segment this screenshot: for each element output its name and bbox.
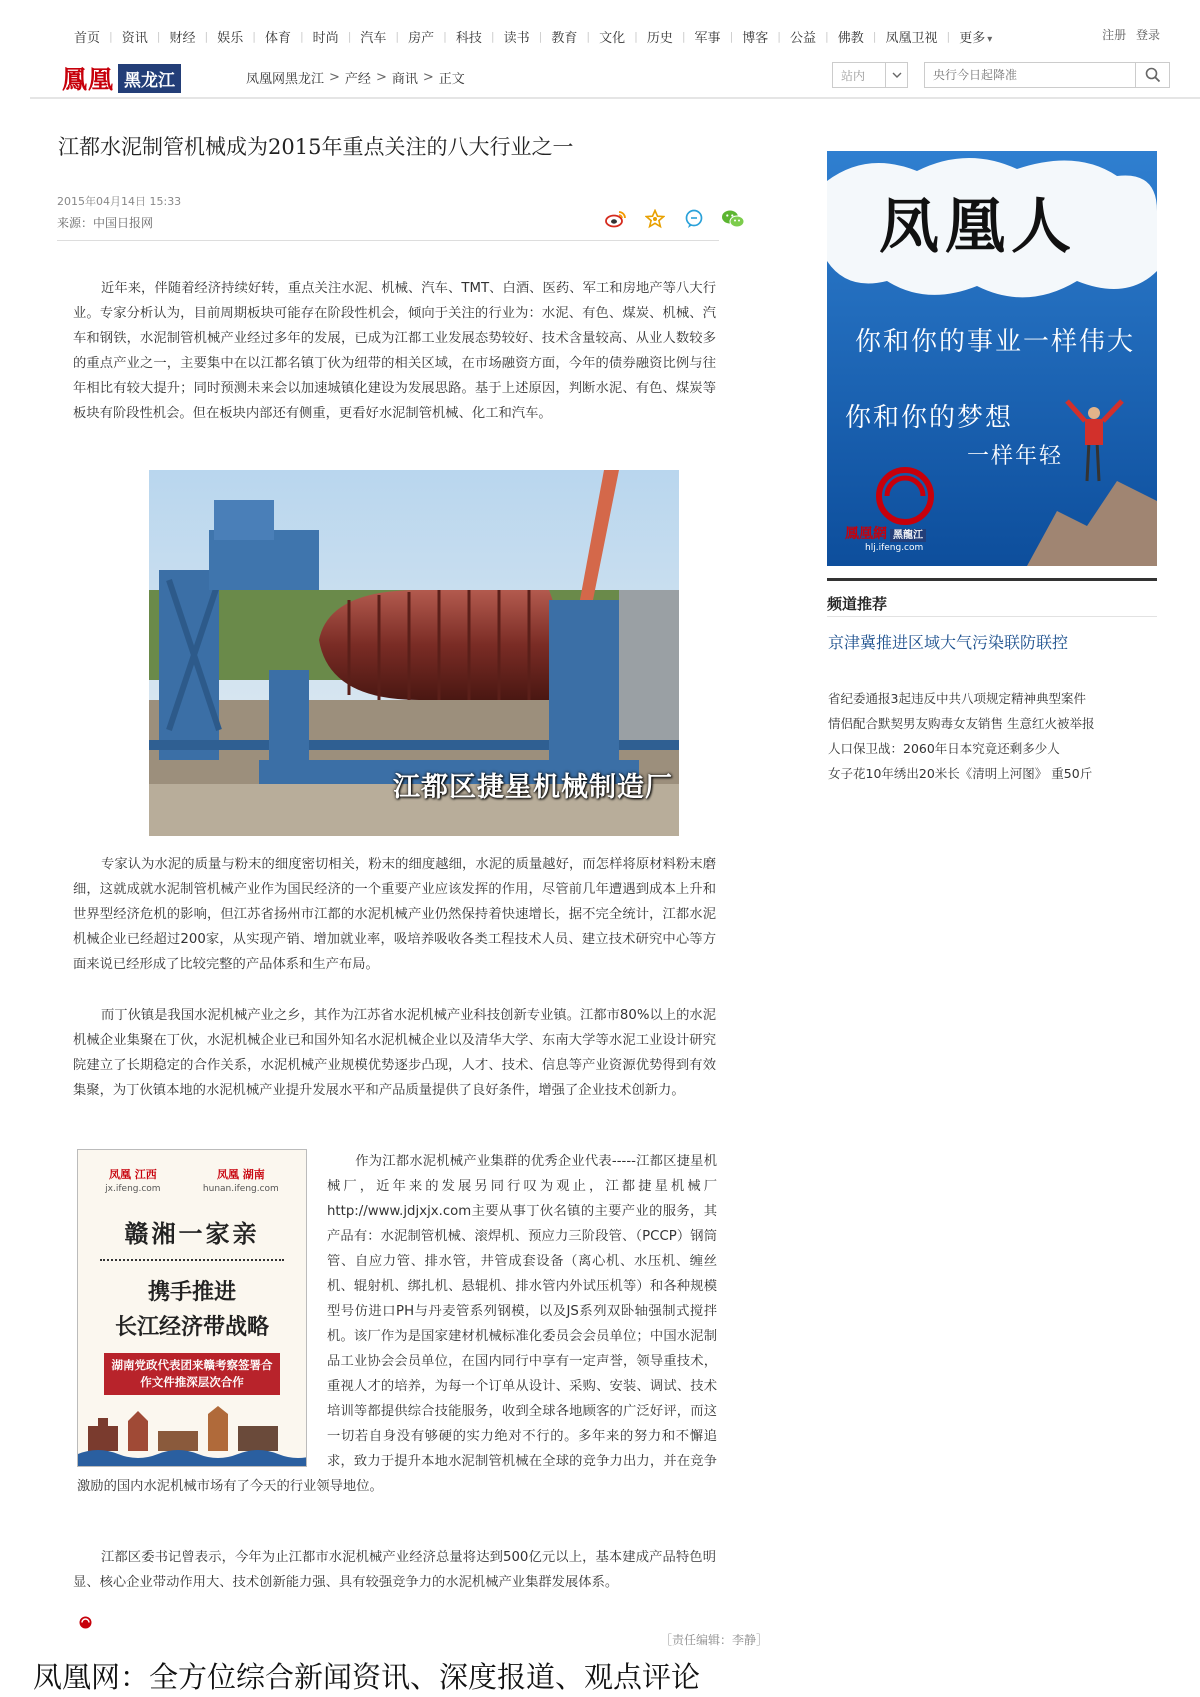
nav-item[interactable]: 佛教	[837, 30, 864, 46]
nav-item[interactable]: 首页	[74, 30, 101, 46]
nav-separator: |	[586, 29, 591, 43]
header-divider	[30, 97, 1200, 99]
ad-url: hlj.ifeng.com	[865, 543, 924, 553]
article-title: 江都水泥制管机械成为2015年重点关注的八大行业之一	[58, 135, 574, 159]
recommend-list	[828, 686, 1094, 786]
breadcrumb-home[interactable]: 凤凰网黑龙江	[246, 72, 325, 87]
nav-separator: |	[538, 29, 543, 43]
nav-separator: |	[443, 29, 447, 43]
breadcrumb-industry[interactable]: 产经	[344, 72, 371, 87]
nav-separator: |	[777, 29, 782, 43]
breadcrumb-business-news[interactable]: 商讯	[391, 72, 418, 87]
star-favorite-icon[interactable]	[643, 208, 667, 230]
site-logo[interactable]	[62, 60, 181, 96]
breadcrumb	[246, 68, 465, 87]
article-paragraph: 作为江都水泥机械产业集群的优秀企业代表-----江都区捷星机械厂，近年来的发展另同行叹为观止，江都捷星机械厂http://www.jdjxjx.com主要从事丁伙名镇的主要产业的服务，其产品有：水泥制管机械、滚焊机、预应力三阶段管、（PCCP）钢筒管、自应力管、排水管，井管成套设备（离心机、水压机、缠丝机、辊射机、绑扎机、悬辊机、排水管内外试压机等）和各种规模型号仿进口PH与丹麦管系列钢模，以及JS系列双卧轴强制式搅拌机。该厂作为是国家建材机械标准化委员会会员单位；中国水泥制品工业协会会员单位，在国内同行中享有一定声誉，领导重技术，重视人才的培养，为每一个订单从设计、采购、安装、调试、技术培训等都提供综合技能服务，收到全球各地顾客的广泛好评，而这一切若自身没有够硬的实力绝对不行的。多年来的努力和不懈追求，致力于提升本地水泥制管机械在全球的竞争力出力，并在竞争激励的国内水泥机械市场有了今天的行业领导地位。	[77, 1154, 717, 1494]
article-block-with-ad	[77, 1149, 717, 1499]
nav-separator: |	[946, 29, 951, 43]
nav-item[interactable]: 更多 ▾	[950, 27, 1001, 46]
ad-site-jiangxi: 凤凰 江西 jx.ifeng.com	[105, 1168, 161, 1194]
nav-items	[72, 27, 1001, 46]
ad-line-2: 你和你的梦想	[845, 403, 1014, 433]
search-scope-select[interactable]	[832, 62, 908, 88]
nav-item[interactable]: 房产	[408, 30, 435, 46]
ad-slogan: 赣湘一家亲	[124, 1219, 260, 1248]
top-navigation	[72, 26, 1160, 46]
ad-site-hunan: 凤凰 湖南 hunan.ifeng.com	[202, 1168, 279, 1194]
nav-separator: |	[347, 29, 352, 43]
footer-slogan: 凤凰网：全方位综合新闻资讯、深度报道、观点评论	[33, 1660, 701, 1694]
search-scope-value: 站内	[841, 68, 866, 83]
nav-item[interactable]: 汽车	[360, 30, 387, 46]
logo-name: 鳳凰	[62, 65, 115, 94]
header-row	[62, 58, 1160, 94]
ad-line-1: 你和你的事业一样伟大	[855, 327, 1136, 357]
responsible-editor: ［责任编辑：李静］	[660, 1633, 769, 1647]
article-header-divider	[57, 240, 719, 241]
nav-item[interactable]: 军事	[694, 30, 721, 46]
article-date: 2015年04月14日 15:33	[57, 195, 182, 208]
nav-item[interactable]: 科技	[455, 30, 482, 46]
breadcrumb-separator: >	[375, 70, 387, 85]
nav-separator: |	[825, 29, 829, 43]
channel-recommend-heading: 频道推荐	[827, 578, 1157, 614]
recommend-divider	[827, 616, 1157, 617]
register-link[interactable]: 注册	[1102, 28, 1127, 42]
article-source: 来源：中国日报网	[57, 216, 154, 230]
search-box	[924, 62, 1170, 88]
nav-item[interactable]: 凤凰卫视	[885, 30, 938, 46]
logo-region: 黑龙江	[118, 64, 181, 93]
recommend-item[interactable]: 省纪委通报3起违反中共八项规定精神典型案件	[828, 691, 1086, 706]
ad-title-line2: 长江经济带战略	[114, 1314, 269, 1340]
sidebar-advertisement[interactable]	[827, 151, 1157, 566]
weibo-share-icon[interactable]	[604, 208, 628, 230]
photo-watermark-caption: 江都区捷星机械制造厂	[393, 772, 673, 803]
ad-line-3: 一样年轻	[967, 444, 1064, 469]
nav-separator: |	[299, 29, 304, 43]
breadcrumb-separator: >	[422, 70, 434, 85]
inline-advertisement[interactable]	[77, 1149, 307, 1467]
ad-title-line1: 携手推进	[147, 1279, 236, 1305]
nav-item[interactable]: 资讯	[121, 30, 148, 46]
nav-item[interactable]: 时尚	[312, 30, 339, 46]
nav-item[interactable]: 读书	[503, 30, 530, 46]
search-icon	[1145, 67, 1161, 83]
article-paragraph: 而丁伙镇是我国水泥机械产业之乡，其作为江苏省水泥机械产业科技创新专业镇。江都市80%以上的水泥机械企业集聚在丁伙，水泥机械企业已和国外知名水泥机械企业以及清华大学、东南大学等水泥工业设计研究院建立了长期稳定的合作关系，水泥机械产业规模优势逐步凸现，人才、技术、信息等产业资源优势得到有效集聚，为丁伙镇本地的水泥机械产业提升发展水平和产品质量提供了良好条件，增强了企业技术创新力。	[73, 1008, 716, 1098]
article-paragraph: 江都区委书记曾表示，今年为止江都市水泥机械产业经济总量将达到500亿元以上，基本建成产品特色明显、核心企业带动作用大、技术创新能力强、具有较强竞争力的水泥机械产业集群发展体系。	[73, 1550, 716, 1590]
recommend-item[interactable]: 女子花10年绣出20米长《清明上河图》 重50斤	[828, 766, 1093, 781]
nav-item[interactable]: 文化	[599, 30, 626, 46]
ad-headline: 凤凰人	[879, 192, 1077, 262]
search-button[interactable]	[1135, 63, 1169, 87]
ad-divider	[100, 1259, 284, 1261]
nav-separator: |	[634, 29, 638, 43]
nav-item[interactable]: 历史	[646, 30, 673, 46]
nav-item[interactable]: 教育	[551, 30, 578, 46]
nav-item[interactable]: 博客	[742, 30, 769, 46]
comment-share-icon[interactable]	[682, 208, 706, 230]
nav-separator: |	[204, 29, 209, 43]
machinery-photo	[149, 470, 679, 836]
ad-red-banner: 湖南党政代表团来赣考察签署合作文件推深层次合作	[104, 1353, 280, 1395]
chevron-down-icon	[885, 63, 907, 87]
ad-brand: 鳳凰網 黑龍江	[845, 523, 926, 543]
ad-landmark-illustration	[78, 1396, 307, 1466]
ad-site-logos	[78, 1150, 306, 1194]
ifeng-logo-icon	[79, 1616, 92, 1629]
share-bar	[604, 208, 745, 230]
recommend-headline-link[interactable]: 京津冀推进区域大气污染联防联控	[828, 633, 1069, 652]
nav-item[interactable]: 娱乐	[217, 30, 244, 46]
article-paragraph: 专家认为水泥的质量与粉末的细度密切相关，粉末的细度越细，水泥的质量越好，而怎样将原材料粉末磨细，这就成就水泥制管机械产业作为国民经济的一个重要产业应该发挥的作用，尽管前几年遭遇到成本上升和世界型经济危机的影响，但江苏省扬州市江都的水泥机械产业仍然保持着快速增长，据不完全统计，江都水泥机械企业已经超过200家，从实现产销、增加就业率，吸培养吸收各类工程技术人员、建立技术研究中心等方面来说已经形成了比较完整的产品体系和生产布局。	[73, 857, 716, 972]
account-links	[1096, 26, 1160, 43]
article-paragraph: 近年来，伴随着经济持续好转，重点关注水泥、机械、汽车、TMT、白酒、医药、军工和房地产等八大行业。专家分析认为，目前周期板块可能存在阶段性机会，倾向于关注的行业为：水泥、有色、煤炭、机械、汽车和钢铁，水泥制管机械产业经过多年的发展，已成为江都工业发展态势较好、技术含量较高、从业人数较多的重点产业之一，主要集中在以江都名镇丁伙为纽带的相关区域，在市场融资方面，今年的债券融资比例与往年相比有较大提升；同时预测未来会以加速城镇化建设为发展思路。基于上述原因，判断水泥、有色、煤炭等板块有阶段性机会。但在板块内部还有侧重，更看好水泥制管机械、化工和汽车。	[73, 281, 716, 421]
nav-separator: |	[681, 29, 686, 43]
nav-separator: |	[109, 29, 113, 43]
recommend-item[interactable]: 人口保卫战：2060年日本究竟还剩多少人	[828, 741, 1060, 756]
nav-separator: |	[872, 29, 877, 43]
nav-separator: |	[729, 29, 734, 43]
wechat-share-icon[interactable]	[721, 208, 745, 230]
nav-item[interactable]: 体育	[264, 30, 291, 46]
nav-separator: |	[252, 29, 256, 43]
nav-item[interactable]: 财经	[169, 30, 196, 46]
search-input[interactable]	[925, 63, 1135, 87]
breadcrumb-separator: >	[329, 70, 340, 85]
login-link[interactable]: 登录	[1135, 28, 1160, 42]
nav-separator: |	[156, 29, 161, 43]
nav-item[interactable]: 公益	[790, 30, 817, 46]
breadcrumb-current: 正文	[438, 72, 465, 87]
recommend-item[interactable]: 情侣配合默契男友购毒女友销售 生意红火被举报	[828, 716, 1095, 731]
nav-separator: |	[395, 29, 400, 43]
nav-separator: |	[490, 29, 495, 43]
